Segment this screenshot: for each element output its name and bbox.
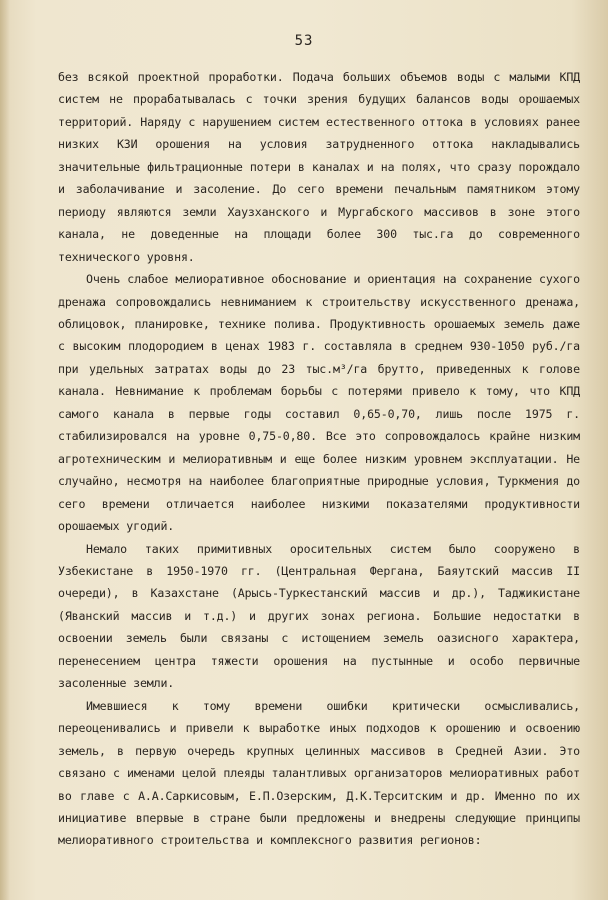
paragraph-4: Имевшиеся к тому времени ошибки критически осмысливались, переоценивались и привели к выработке иных подходов к орошению и освоению земель, в первую очередь крупных целинных массивов в Средней Азии. Это связано с именами целой плеяды талантливых организаторов мелиоративных работ во главе с А.А.Саркисовым, Е.П.Озерским, Д.К.Терситским и др. Именно по их инициативе впервые в стране были предложены и внедрены следующие принципы мелиоративного строительства и комплексного развития регионов: [58,698,580,848]
paragraph-3: Немало таких примитивных оросительных систем было сооружено в Узбекистане в 1950-1970 гг. (Центральная Фергана, Баяутский массив II очереди), в Казахстане (Арысь-Туркестанский массив и др.), Таджикистане (Яванский массив и т.д.) и других зонах региона. Большие недостатки в освоении земель были связаны с истощением земель оазисного характера, перенесением центра тяжести орошения на пустынные и особо первичные засоленные земли. [58,541,580,691]
body-text [58,66,580,852]
paragraph-2: Очень слабое мелиоративное обоснование и ориентация на сохранение сухого дренажа сопровождались невниманием к строительству искусственного дренажа, облицовок, планировке, технике полива. Продуктивность орошаемых земель даже с высоким плодородием в ценах 1983 г. составляла в среднем 930-1050 руб./га при удельных затратах воды до 23 тыс.м³/га брутто, приведенных к голове канала. Невнимание к проблемам борьбы с потерями привело к тому, что КПД самого канала в первые годы составил 0,65-0,70, лишь после 1975 г. стабилизировался на уровне 0,75-0,80. Все это сопровождалось крайне низким агротехническим и мелиоративным и еще более низким уровнем эксплуатации. Не случайно, несмотря на наиболее благоприятные природные условия, Туркмения до сего времени отличается наиболее низкими показателями продуктивности орошаемых угодий. [58,272,580,534]
paragraph-1: без всякой проектной проработки. Подача больших объемов воды с малыми КПД систем не прорабатывалась с точки зрения будущих балансов воды орошаемых территорий. Наряду с нарушением систем естественного оттока в условиях ранее низких КЗИ орошения на условия затрудненного оттока накладывались значительные фильтрационные потери в каналах и на полях, что сразу порождало и заболачивание и засоление. До сего времени печальным памятником этому периоду являются земли Хаузханского и Мургабского массивов в зоне этого канала, не доведенные на площади более 300 тыс.га до современного технического уровня. [58,70,580,264]
page-edge-shadow [0,0,10,900]
page-number: 53 [294,33,314,49]
